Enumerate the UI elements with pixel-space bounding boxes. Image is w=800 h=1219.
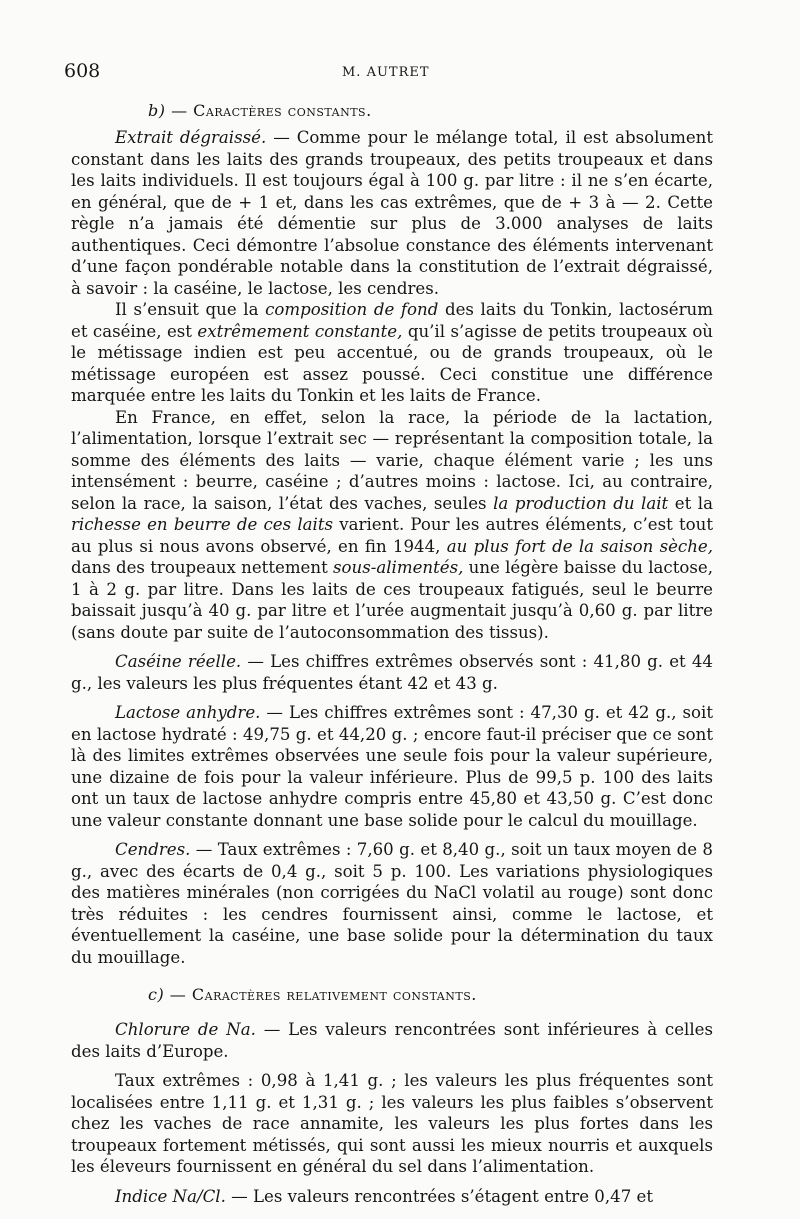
paragraph-extrait-degraisse	[71, 127, 713, 299]
emphasis: au plus fort de la saison sèche,	[446, 536, 713, 556]
paragraph-composition	[71, 299, 713, 407]
section-dash: —	[171, 101, 188, 120]
paragraph-text: — Les valeurs rencontrées s’étagent entre 0,47 et	[225, 1186, 654, 1206]
paragraph-text: une légère baisse du lactose, 1 à 2 g. par litre. Dans les laits de ces troupeaux fatigués, seul le beurre baissait jusqu’à 40 g. par litre et l’urée augmentait jusqu’à 0,60 g. par litre (sans doute par suite de l’autoconsommation des tissus).	[71, 558, 713, 642]
section-label: b)	[148, 101, 166, 120]
paragraph-lead: Indice Na/Cl.	[115, 1186, 226, 1206]
paragraph-text: Il s’ensuit que la	[115, 300, 266, 319]
paragraph-indice	[71, 1186, 713, 1208]
paragraph-text: En France, en effet, selon la race, la période de la lactation, l’alimentation, lorsque l’extrait sec — représentant la composition totale, la somme des éléments des laits — varie, chaque élément varie ; les uns intensément : beurre, caséine ; d’autres moins : lactose. Ici, au contraire, selon la race, la saison, l’état des vaches, seules	[71, 407, 713, 513]
emphasis: extrêmement constante,	[197, 321, 403, 341]
section-label: c)	[148, 985, 165, 1004]
paragraph-chlorure	[71, 1019, 713, 1062]
paragraph-text: — Les chiffres extrêmes observés sont : 41,80 g. et 44 g., les valeurs les plus fréquentes étant 42 et 43 g.	[71, 652, 713, 693]
paragraph-lactose	[71, 702, 713, 831]
paragraph-text: — Les chiffres extrêmes sont : 47,30 g. et 42 g., soit en lactose hydraté : 49,75 g. et 44,20 g. ; encore faut-il préciser que ce sont là des limites extrêmes observées une seule fois pour la valeur supérieure, une dizaine de fois pour la valeur inférieure. Plus de 99,5 p. 100 des laits ont un taux de lactose anhydre compris entre 45,80 et 43,50 g. C’est donc une valeur constante donnant une base solide pour le calcul du mouillage.	[71, 703, 713, 830]
paragraph-lead: Cendres.	[115, 840, 191, 859]
paragraph-text: qu’il s’agisse de petits troupeaux où le métissage indien est peu accentué, ou de grands troupeaux, où le métissage européen est assez poussé. Ceci constitue une différence marquée entre les laits du Tonkin et les laits de France.	[71, 321, 713, 405]
paragraph-text: et la	[668, 493, 713, 513]
emphasis: composition de fond	[265, 300, 439, 319]
page-number: 608	[64, 60, 101, 82]
section-title: Caractères constants.	[193, 101, 372, 120]
emphasis: richesse en beurre de ces laits	[71, 515, 334, 534]
section-heading-c	[71, 984, 713, 1005]
paragraph-cendres	[71, 839, 713, 968]
paragraph-text: — Taux extrêmes : 7,60 g. et 8,40 g., soit un taux moyen de 8 g., avec des écarts de 0,4 g., soit 5 p. 100. Les variations physiologiques des matières minérales (non corrigées du NaCl volatil au rouge) sont donc très réduites : les cendres fournissent ainsi, comme le lactose, et éventuellement la caséine, une base solide pour la détermination du taux du mouillage.	[71, 840, 713, 967]
paragraph-france	[71, 407, 713, 644]
paragraph-lead: Extrait dégraissé.	[115, 128, 267, 147]
text-body	[71, 100, 713, 1207]
running-head: M. AUTRET	[342, 65, 430, 80]
section-dash: —	[169, 985, 187, 1004]
paragraph-lead: Chlorure de Na.	[115, 1020, 256, 1039]
running-header	[0, 60, 800, 86]
section-title: Caractères relativement constants.	[191, 985, 477, 1004]
emphasis: la production du lait	[493, 493, 669, 513]
paragraph-lead: Lactose anhydre.	[115, 703, 261, 722]
paragraph-lead: Caséine réelle.	[115, 652, 242, 671]
section-heading-b	[71, 100, 713, 121]
paragraph-taux-extremes	[71, 1070, 713, 1178]
paragraph-text: des laits du Tonkin, lactosérum et caséine, est	[71, 300, 713, 341]
paragraph-caseine	[71, 651, 713, 694]
paragraph-text: varient. Pour les autres éléments, c’est tout au plus si nous avons observé, en fin 1944,	[71, 515, 713, 556]
emphasis: sous-alimentés,	[333, 558, 464, 577]
paragraph-text: — Comme pour le mélange total, il est absolument constant dans les laits des grands troupeaux, des petits troupeaux et dans les laits individuels. Il est toujours égal à 100 g. par litre : il ne s’en écarte, en général, que de + 1 et, dans les cas extrêmes, que de + 3 à — 2. Cette règle n’a jamais été démentie sur plus de 3.000 analyses de laits authentiques. Ceci démontre l’absolue constance des éléments intervenant d’une façon pondérable notable dans la constitution de l’extrait dégraissé, à savoir : la caséine, le lactose, les cendres.	[71, 128, 713, 298]
paragraph-text: dans des troupeaux nettement	[71, 558, 334, 577]
paragraph-text: Taux extrêmes : 0,98 à 1,41 g. ; les valeurs les plus fréquentes sont localisées entre 1,11 g. et 1,31 g. ; les valeurs les plus faibles s’observent chez les vaches de race annamite, les valeurs les plus fortes dans les troupeaux fortement métissés, qui sont aussi les mieux nourris et auxquels les éleveurs fournissent en général du sel dans l’alimentation.	[71, 1071, 713, 1176]
paragraph-text: — Les valeurs rencontrées sont inférieures à celles des laits d’Europe.	[71, 1020, 713, 1061]
